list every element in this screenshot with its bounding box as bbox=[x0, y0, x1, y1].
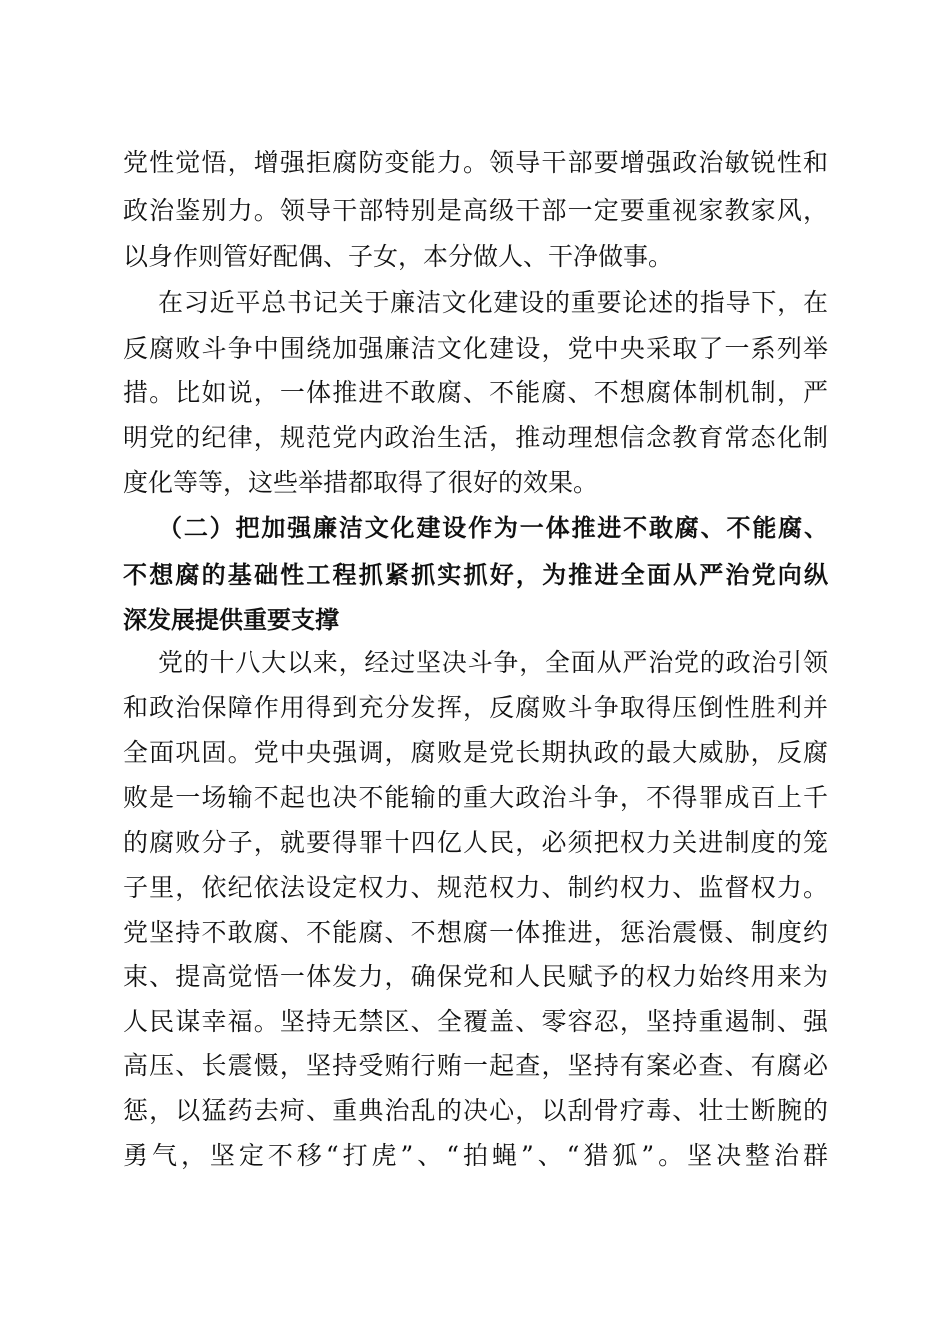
text-line: 在习近平总书记关于廉洁文化建设的重要论述的指导下，在 bbox=[158, 288, 828, 317]
text-line: 败是一场输不起也决不能输的重大政治斗争，不得罪成百上千 bbox=[123, 783, 828, 812]
text-line: 度化等等，这些举措都取得了很好的效果。 bbox=[123, 468, 599, 497]
text-line: 和政治保障作用得到充分发挥，反腐败斗争取得压倒性胜利并 bbox=[123, 693, 828, 722]
text-line: 以身作则管好配偶、子女，本分做人、干净做事。 bbox=[123, 242, 674, 271]
text-line: 惩，以猛药去疴、重典治乱的决心，以刮骨疗毒、壮士断腕的 bbox=[123, 1096, 828, 1125]
text-line: 的腐败分子，就要得罪十四亿人民，必须把权力关进制度的笼 bbox=[123, 828, 828, 857]
text-line: 党性觉悟，增强拒腐防变能力。领导干部要增强政治敏锐性和 bbox=[123, 148, 828, 177]
text-line: 明党的纪律，规范党内政治生活，推动理想信念教育常态化制 bbox=[123, 423, 828, 452]
section-heading-line: 深发展提供重要支撑 bbox=[123, 606, 339, 634]
text-line: 人民谋幸福。坚持无禁区、全覆盖、零容忍，坚持重遏制、强 bbox=[123, 1007, 828, 1036]
text-line: 高压、长震慑，坚持受贿行贿一起查，坚持有案必查、有腐必 bbox=[123, 1051, 828, 1080]
text-line: 子里，依纪依法设定权力、规范权力、制约权力、监督权力。 bbox=[123, 873, 828, 902]
text-line: 束、提高觉悟一体发力，确保党和人民赋予的权力始终用来为 bbox=[123, 962, 828, 991]
text-line: 勇气，坚定不移“打虎”、“拍蝇”、“猎狐”。坚决整治群 bbox=[123, 1141, 828, 1170]
text-line: 政治鉴别力。领导干部特别是高级干部一定要重视家教家风， bbox=[123, 196, 828, 225]
text-line: 党坚持不敢腐、不能腐、不想腐一体推进，惩治震慑、制度约 bbox=[123, 918, 828, 947]
section-heading-line: 不想腐的基础性工程抓紧抓实抓好，为推进全面从严治党向纵 bbox=[123, 561, 828, 589]
text-line: 措。比如说，一体推进不敢腐、不能腐、不想腐体制机制，严 bbox=[123, 378, 828, 407]
text-line: 反腐败斗争中围绕加强廉洁文化建设，党中央采取了一系列举 bbox=[123, 334, 828, 363]
text-line: 党的十八大以来，经过坚决斗争，全面从严治党的政治引领 bbox=[158, 648, 828, 677]
text-line: 全面巩固。党中央强调，腐败是党长期执政的最大威胁，反腐 bbox=[123, 738, 828, 767]
section-heading-line: （二）把加强廉洁文化建设作为一体推进不敢腐、不能腐、 bbox=[158, 514, 828, 542]
